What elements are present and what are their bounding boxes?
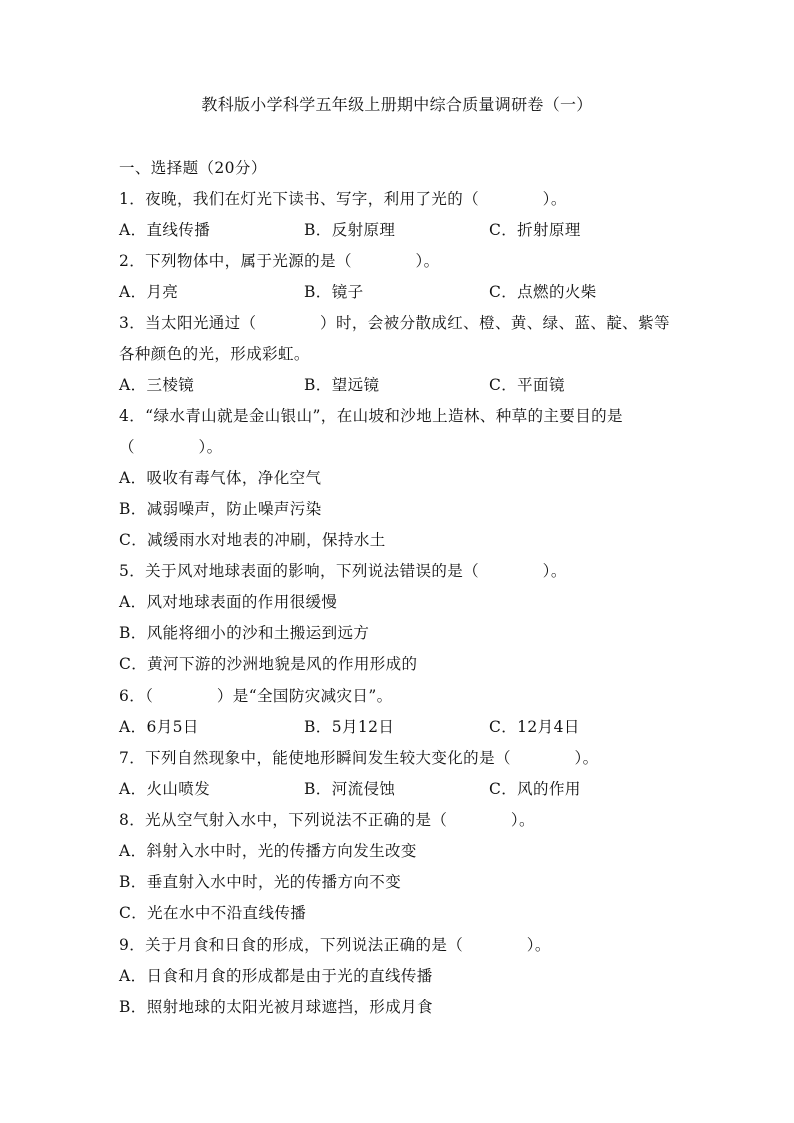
question-8-stem: 8．光从空气射入水中，下列说法不正确的是（ ）。	[119, 811, 535, 829]
question-3-option-b: B．望远镜	[304, 376, 380, 394]
question-7-option-b: B．河流侵蚀	[304, 780, 396, 798]
question-7-stem: 7．下列自然现象中，能使地形瞬间发生较大变化的是（ ）。	[119, 749, 599, 767]
question-2-option-b: B．镜子	[304, 283, 364, 301]
question-8-option-b: B．垂直射入水中时，光的传播方向不变	[119, 873, 402, 891]
question-5-stem: 5．关于风对地球表面的影响，下列说法错误的是（ ）。	[119, 562, 567, 580]
question-4-option-b: B．减弱噪声，防止噪声污染	[119, 500, 322, 518]
question-9-option-a: A．日食和月食的形成都是由于光的直线传播	[119, 967, 433, 985]
question-6-option-a: A．6月5日	[119, 718, 199, 736]
question-2-stem: 2．下列物体中，属于光源的是（ ）。	[119, 252, 440, 270]
question-5-option-a: A．风对地球表面的作用很缓慢	[119, 593, 338, 611]
question-1-option-b: B．反射原理	[304, 221, 396, 239]
question-9-stem: 9．关于月食和日食的形成，下列说法正确的是（ ）。	[119, 936, 551, 954]
question-8-option-c: C．光在水中不沿直线传播	[119, 904, 307, 922]
question-4-option-a: A．吸收有毒气体，净化空气	[119, 469, 322, 487]
question-6-option-b: B．5月12日	[304, 718, 395, 736]
question-2-option-c: C．点燃的火柴	[489, 283, 597, 301]
question-4-option-c: C．减缓雨水对地表的冲刷，保持水土	[119, 531, 386, 549]
question-3-option-c: C．平面镜	[489, 376, 565, 394]
question-5-option-c: C．黄河下游的沙洲地貌是风的作用形成的	[119, 655, 418, 673]
page-title: 教科版小学科学五年级上册期中综合质量调研卷（一）	[201, 95, 593, 114]
section-heading: 一、选择题（20分）	[119, 159, 267, 177]
question-1-stem: 1．夜晚，我们在灯光下读书、写字，利用了光的（ ）。	[119, 190, 567, 208]
question-4-stem-continued: （ ）。	[119, 438, 223, 456]
question-2-option-a: A．月亮	[119, 283, 179, 301]
question-7-option-a: A．火山喷发	[119, 780, 211, 798]
question-8-option-a: A．斜射入水中时，光的传播方向发生改变	[119, 842, 417, 860]
question-6-option-c: C．12月4日	[489, 718, 580, 736]
question-1-option-c: C．折射原理	[489, 221, 581, 239]
question-3-stem: 3．当太阳光通过（ ）时，会被分散成红、橙、黄、绿、蓝、靛、紫等	[119, 314, 670, 332]
question-1-option-a: A．直线传播	[119, 221, 211, 239]
question-3-stem-continued: 各种颜色的光，形成彩虹。	[119, 345, 310, 363]
question-4-stem: 4．“绿水青山就是金山银山”，在山坡和沙地上造林、种草的主要目的是	[119, 407, 623, 425]
question-7-option-c: C．风的作用	[489, 780, 581, 798]
question-5-option-b: B．风能将细小的沙和土搬运到远方	[119, 624, 370, 642]
question-9-option-b: B．照射地球的太阳光被月球遮挡，形成月食	[119, 998, 433, 1016]
question-6-stem: 6．（ ）是“全国防灾减灾日”。	[119, 687, 393, 705]
question-3-option-a: A．三棱镜	[119, 376, 195, 394]
